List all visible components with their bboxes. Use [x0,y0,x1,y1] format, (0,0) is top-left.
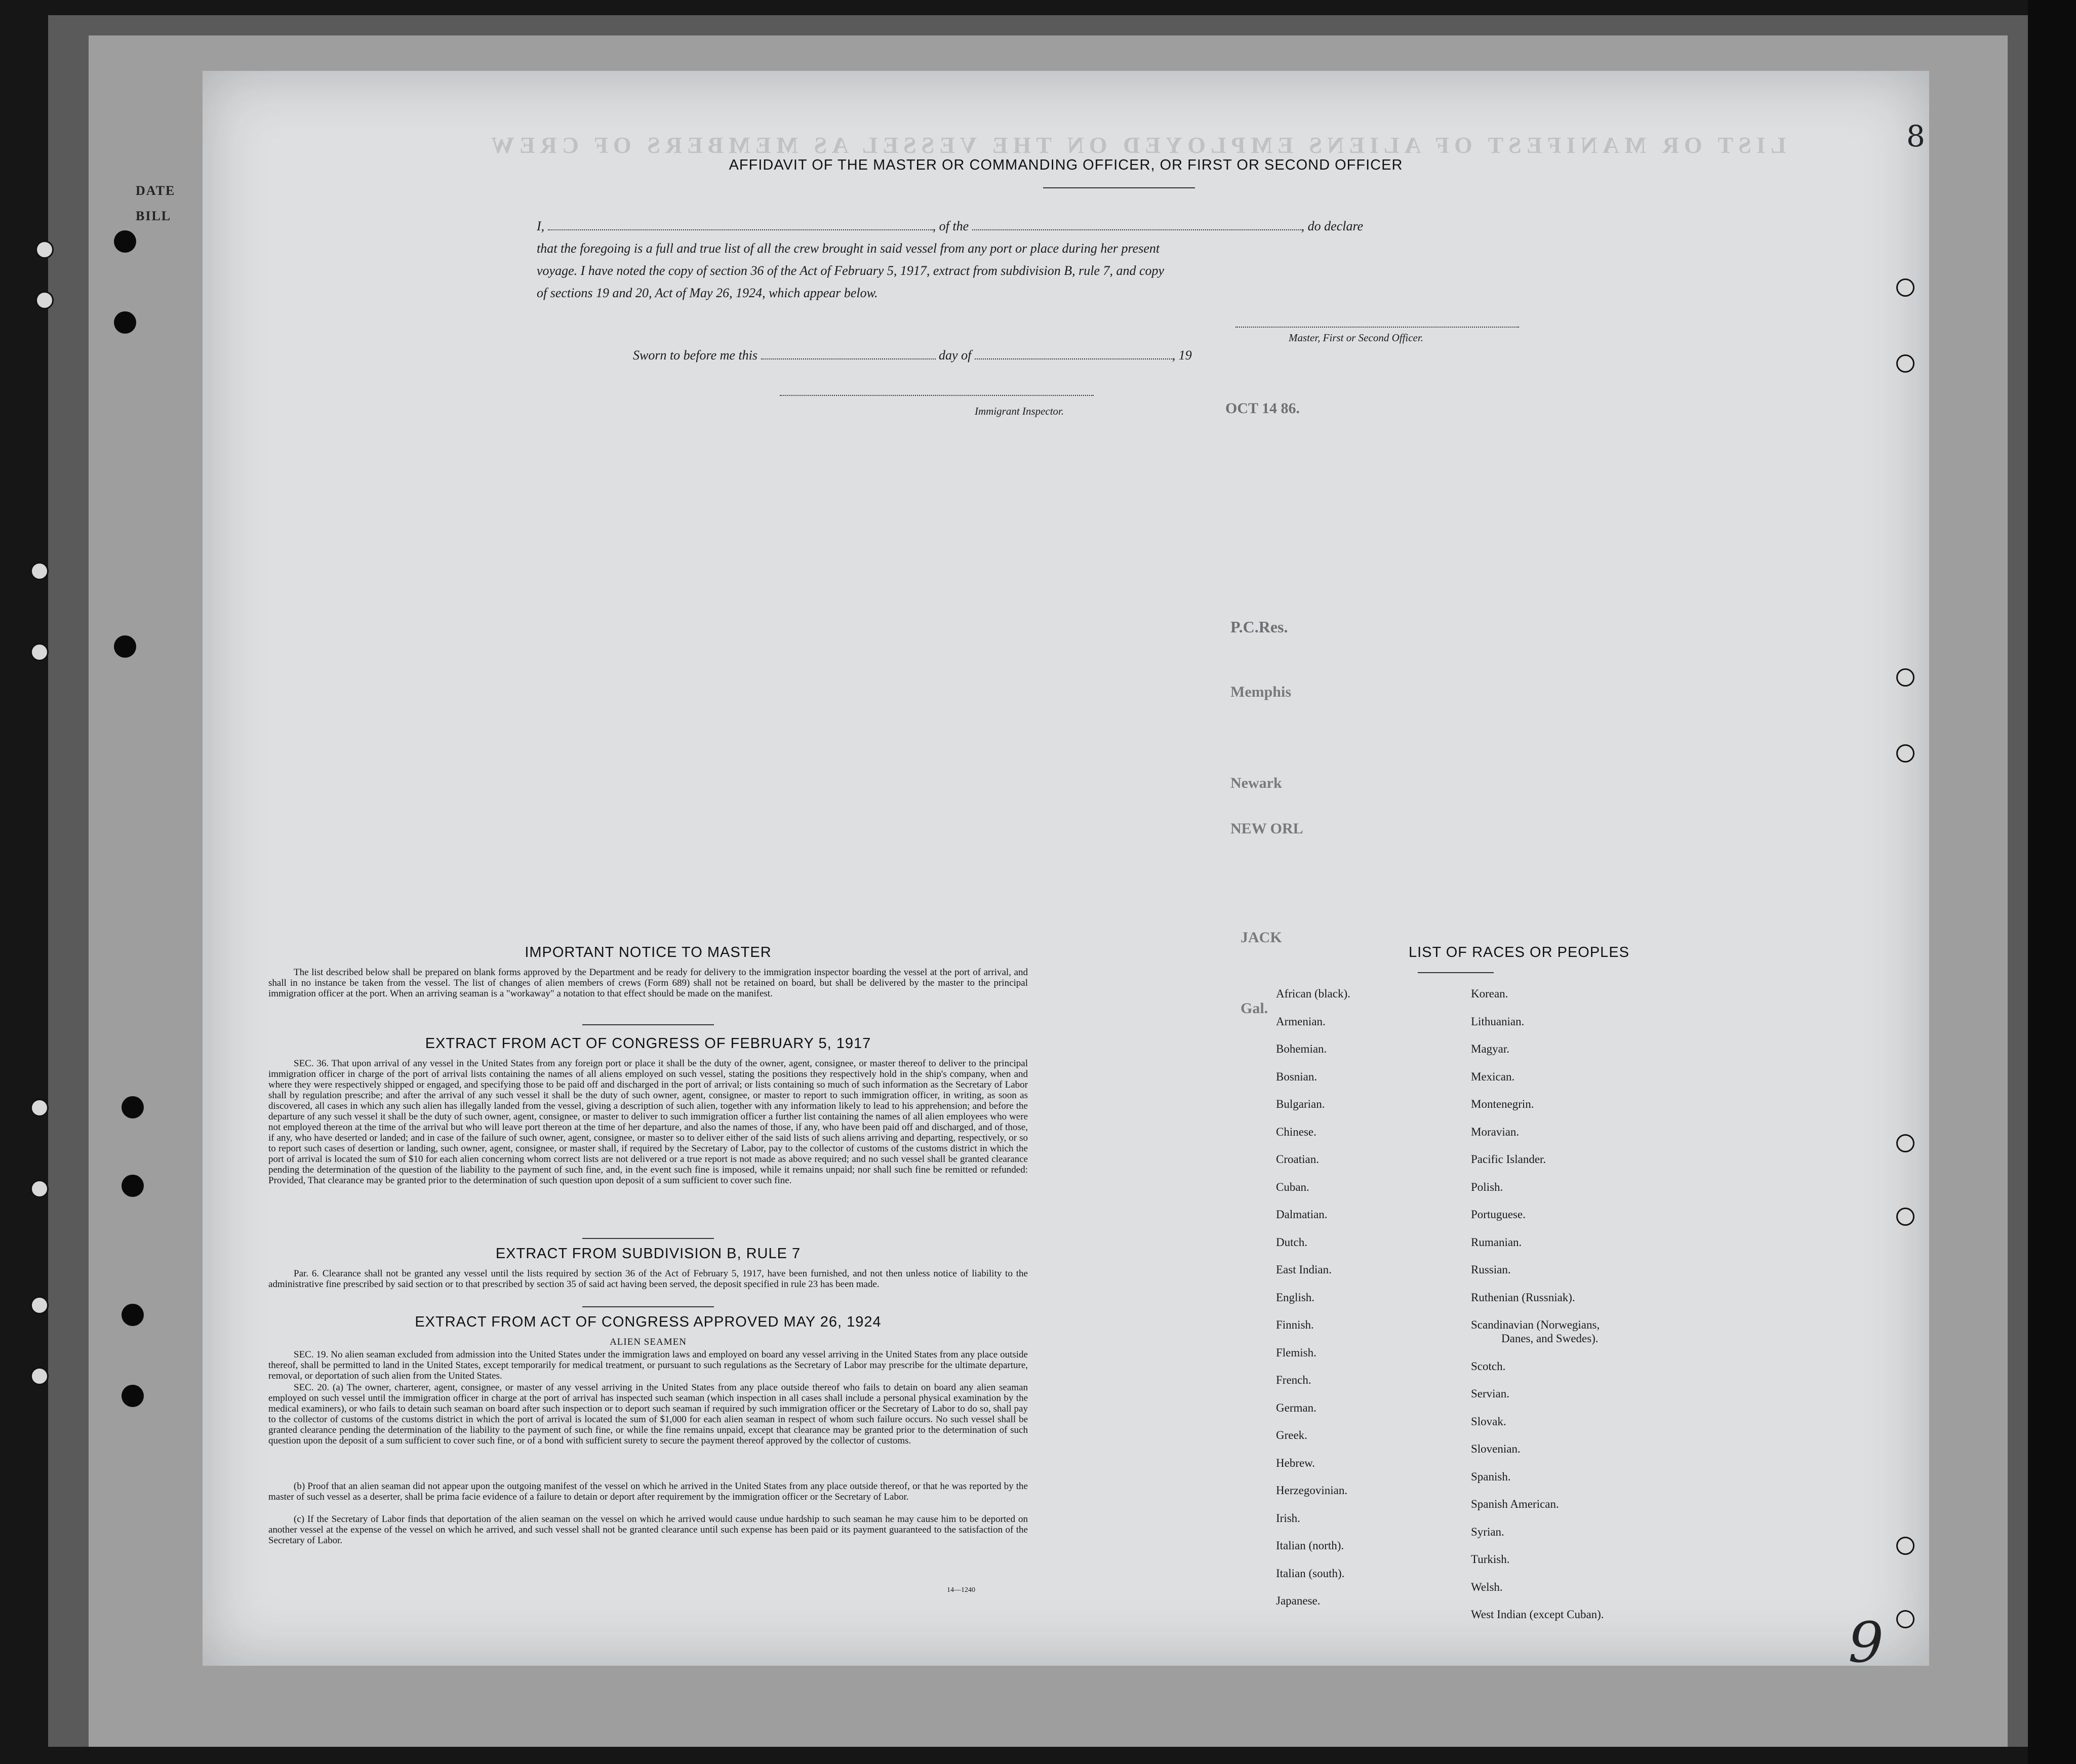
binder-hole [1896,744,1914,763]
binder-hole [1896,1208,1914,1226]
extract-rule7-title: EXTRACT FROM SUBDIVISION B, RULE 7 [495,1246,801,1262]
race-item: Polish. [1471,1180,1503,1193]
bleed-mark: Newark [1230,775,1282,791]
race-item: Hebrew. [1276,1456,1315,1469]
binder-hole [114,230,136,253]
race-item: Bohemian. [1276,1043,1327,1055]
affidavit-of-the: , of the [932,219,969,233]
binder-hole [114,635,136,658]
race-item: Korean. [1471,987,1508,1000]
inspector-line[interactable] [780,395,1094,396]
race-item: Scandinavian (Norwegians, [1471,1318,1600,1331]
extract-1924-title: EXTRACT FROM ACT OF CONGRESS APPROVED MAY 26, 1924 [415,1314,882,1330]
race-item: Mexican. [1471,1070,1515,1083]
race-item: Dalmatian. [1276,1208,1328,1221]
race-item: Moravian. [1471,1125,1520,1138]
affidavit-line-2: that the foregoing is a full and true list of all the crew brought in said vessel from any port or place during her present [537,241,1160,256]
bleed-mark: Gal. [1241,1000,1268,1017]
affidavit-line-3: voyage. I have noted the copy of section 36 of the Act of February 5, 1917, extract from subdivision B, rule 7, and copy [537,263,1165,278]
race-item: Italian (north). [1276,1539,1344,1552]
bleed-mark: OCT 14 86. [1225,400,1300,417]
race-item: Bosnian. [1276,1070,1318,1083]
affidavit-do-declare: , do declare [1301,219,1364,233]
binder-hole [1896,278,1914,297]
race-item: Japanese. [1276,1594,1321,1607]
race-item: Turkish. [1471,1553,1510,1566]
race-item: Rumanian. [1471,1235,1522,1249]
affidavit-line-1 [537,215,1757,237]
edge-label-date: DATE [136,183,176,198]
sworn-day-of: day of [939,348,972,363]
race-item: Greek. [1276,1429,1307,1441]
page-number: 8 [1906,119,1925,153]
binder-hole [122,1304,144,1326]
race-item: Finnish. [1276,1318,1314,1331]
binder-hole [122,1385,144,1407]
extract-1917-rule [582,1238,714,1239]
binder-hole [30,1296,49,1314]
binder-hole [1896,1537,1914,1555]
race-item: Pacific Islander. [1471,1153,1546,1166]
bleed-mark: NEW ORL [1230,820,1303,837]
race-item: Lithuanian. [1471,1015,1525,1028]
extract-1924-sec20a: SEC. 20. (a) The owner, charterer, agent, consignee, or master of any vessel arriving in the United States from any place outside thereof who fails to detain on board any alien seaman employed on such vessel until the immigration officer in charge at the port of arrival has inspected such seaman (which inspection in all cases shall include a personal physical examination by the medical examiners), or who fails to detain such seaman on board after such inspection or to deport such seaman if required by such immigration officer or the Secretary of Labor to do so, shall pay to the collector of customs of the customs district in which the port of arrival is located the sum of $1,000 for each alien seaman in respect of whom such failure occurs. No such vessel shall be granted clearance pending the determination of the liability to the payment of such fine, or while the fine remains unpaid, except that clearance may be granted prior to the determination of such question upon the deposit of a sum sufficient to cover such fine, or of a bond with sufficient surety to secure the payment thereof approved by the collector of customs. [268,1382,1028,1446]
signature-label: Master, First or Second Officer. [1289,332,1423,344]
extract-1917-title: EXTRACT FROM ACT OF CONGRESS OF FEBRUARY 5, 1917 [425,1035,871,1052]
bleed-mark: JACK [1241,929,1282,946]
binder-hole [30,643,49,661]
race-item: Irish. [1276,1511,1300,1525]
binder-hole [114,311,136,334]
races-rule [1418,972,1494,973]
binder-hole [30,1099,49,1117]
binder-hole [1896,668,1914,687]
race-item: Magyar. [1471,1043,1510,1055]
race-item: Montenegrin. [1471,1098,1534,1110]
binder-hole [1896,354,1914,373]
binder-hole [30,1367,49,1385]
race-item: Portuguese. [1471,1208,1526,1221]
scan-edge [2028,0,2076,1764]
race-item: Slovak. [1471,1415,1506,1428]
binder-hole [35,291,54,309]
race-item: Syrian. [1471,1525,1504,1538]
extract-1924-sec20b: (b) Proof that an alien seaman did not appear upon the outgoing manifest of the vessel on which he arrived in the United States from any place outside thereof, or that he was reported by the master of such vessel as a deserter, shall be prima facie evidence of a failure to detain or deport after requirement by the immigration officer or the Secretary of Labor. [268,1481,1028,1502]
bleed-mark: Memphis [1230,684,1291,700]
sworn-day-blank[interactable] [761,347,936,359]
binder-hole [1896,1134,1914,1152]
name-blank[interactable] [548,218,933,230]
race-item: Flemish. [1276,1346,1316,1359]
race-item: Spanish. [1471,1470,1511,1483]
race-item: Ruthenian (Russniak). [1471,1291,1575,1304]
race-item: Danes, and Swedes). [1501,1332,1599,1345]
race-item: Dutch. [1276,1235,1307,1249]
sworn-month-blank[interactable] [975,347,1172,359]
bleed-through-text: LIST OR MANIFEST OF ALIENS EMPLOYED ON THE VESSEL AS MEMBERS OF CREW [486,132,1786,158]
binder-hole [30,562,49,580]
document-page [203,71,1929,1675]
extract-1924-sec20c: (c) If the Secretary of Labor finds that deportation of the alien seaman on the vessel on which he arrived would cause undue hardship to such seaman he may cause him to be deported on another vessel at the expense of the vessel on which he arrived, and such vessel shall not be granted clearance until such expense has been paid or its payment guaranteed to the satisfaction of the Secretary of Labor. [268,1514,1028,1546]
extract-1917-text: SEC. 36. That upon arrival of any vessel in the United States from any foreign port or place it shall be the duty of the owner, agent, consignee, or master thereof to deliver to the principal immigration officer in charge of the port of arrival lists containing the names of all aliens employed on such vessel, stating the positions they respectively hold in the ship's company, when and where they were respectively shipped or engaged, and specifying those to be paid off and discharged in the port of arrival; or lists containing so much of such information as the Secretary of Labor shall by regulation prescribe; and after the arrival of any such vessel it shall be the duty of such owner, agent, consignee, or master to report to such immigration officer, in writing, as soon as discovered, all cases in which any such alien has illegally landed from the vessel, giving a description of such alien, together with any information likely to lead to his apprehension; and before the departure of any such vessel it shall be the duty of such owner, agent, consignee, or master to deliver to such immigration officer a further list containing the names of all alien employees who were not employed thereon at the time of the arrival but who will leave port thereon at the time of her departure, and also the names of those, if any, who have been paid off and discharged, and of those, if any, who have deserted or landed; and in case of the failure of such owner, agent, consignee, or master so to deliver either of the said lists of such aliens arriving and departing, respectively, or so to report such cases of desertion or landing, such owner, agent, consignee, or master shall, if required by the Secretary of Labor, pay to the collector of customs of the customs district in which the port of arrival is located the sum of $10 for each alien concerning whom correct lists are not delivered or a true report is not made as above required; and no such vessel shall be granted clearance pending the determination of the question of the liability to the payment of such fine, and, in the event such fine is imposed, while it remains unpaid; nor shall such fine be remitted or refunded: Provided, That clearance may be granted prior to the determination of such question upon deposit of a sum sufficient to cover such fine. [268,1058,1028,1186]
race-item: German. [1276,1401,1316,1414]
affidavit-title: AFFIDAVIT OF THE MASTER OR COMMANDING OFFICER, OR FIRST OR SECOND OFFICER [729,157,1403,173]
race-item: Slovenian. [1471,1442,1521,1455]
race-item: English. [1276,1291,1315,1304]
race-item: French. [1276,1374,1311,1386]
binder-hole [30,1180,49,1198]
race-item: African (black). [1276,987,1350,1000]
extract-rule7-text: Par. 6. Clearance shall not be granted any vessel until the lists required by section 36 of the Act of February 5, 1917, have been furnished, and not then unless notice of liability to the administrative fine prescribed by said section or to that prescribed by section 35 of said act having been served, the deposit specified in rule 23 has been made. [268,1268,1028,1290]
race-item: Bulgarian. [1276,1098,1325,1110]
race-item: Italian (south). [1276,1567,1345,1580]
race-item: Chinese. [1276,1125,1316,1138]
extract-1924-subtitle: ALIEN SEAMEN [610,1337,687,1347]
binder-hole [122,1096,144,1118]
inspector-label: Immigrant Inspector. [975,405,1064,417]
race-item: Spanish American. [1471,1498,1559,1510]
extract-1924-sec19: SEC. 19. No alien seaman excluded from admission into the United States under the immigration laws and employed on board any vessel arriving in the United States from any place outside thereof, shall be permitted to land in the United States, except temporarily for medical treatment, or pursuant to such regulations as the Secretary of Labor may prescribe for the ultimate departure, removal, or deportation of such alien from the United States. [268,1349,1028,1381]
affidavit-i: I, [537,219,545,233]
race-item: Croatian. [1276,1153,1319,1166]
vessel-blank[interactable] [972,218,1301,230]
binder-hole [1896,1610,1914,1628]
race-item: Armenian. [1276,1015,1326,1028]
edge-label-bill: BILL [136,209,172,223]
races-title: LIST OF RACES OR PEOPLES [1408,944,1630,960]
binder-hole [35,240,54,259]
title-rule [1043,187,1195,188]
notice-title: IMPORTANT NOTICE TO MASTER [525,944,772,960]
sworn-line [633,344,1494,367]
handwritten-number: 9 [1848,1610,1884,1675]
notice-text: The list described below shall be prepared on blank forms approved by the Department and be ready for delivery to the immigration inspector boarding the vessel at the port of arrival, and shall in no instance be taken from the vessel. The list of changes of alien members of crews (Form 689) shall not be retained on board, but shall be delivered by the master to the principal immigration officer at the port. When an arriving seaman is a "workaway" a notation to that effect should be made on the manifest. [268,967,1028,999]
race-item: Russian. [1471,1263,1511,1276]
affidavit-line-4: of sections 19 and 20, Act of May 26, 1924, which appear below. [537,286,878,300]
bleed-mark: P.C.Res. [1230,618,1288,636]
form-number: 14—1240 [947,1586,975,1594]
race-item: Scotch. [1471,1359,1506,1373]
sworn-year: , 19 [1172,348,1192,363]
race-item: West Indian (except Cuban). [1471,1608,1604,1621]
race-item: Servian. [1471,1387,1510,1400]
race-item: Cuban. [1276,1180,1309,1193]
notice-rule [582,1024,714,1025]
race-item: Welsh. [1471,1580,1503,1593]
race-item: East Indian. [1276,1263,1332,1276]
extract-rule7-rule [582,1306,714,1307]
affidavit-text [537,215,1757,304]
sworn-text: Sworn to before me this [633,348,758,363]
binder-hole [122,1175,144,1197]
race-item: Herzegovinian. [1276,1484,1348,1497]
